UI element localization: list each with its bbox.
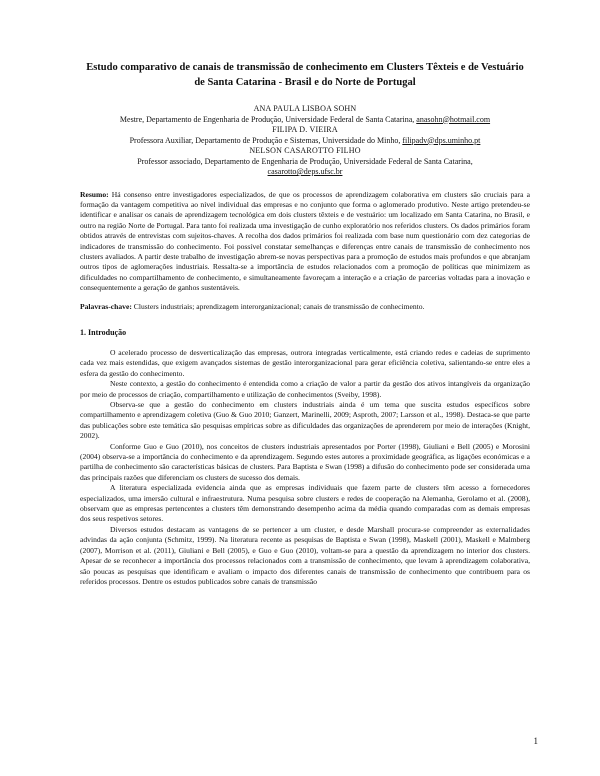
- paragraph: A literatura especializada evidencia ainda que as empresas individuais que fazem parte de clusters têm acesso a fornecedores especializados, uma imersão cultural e infraestrutura. Numa pesquisa sobre clusters e redes de cooperação na Alemanha, Gerolamo et al. (2008), observam que as empresas pertencentes a clusters têm demonstrando desempenho acima da média quando comparadas com as demais empresas dos seus respetivos setores.: [80, 483, 530, 524]
- keywords-text: Clusters industriais; aprendizagem interorganizacional; canais de transmissão de conhecimento.: [133, 301, 425, 311]
- paper-title: Estudo comparativo de canais de transmissão de conhecimento em Clusters Têxteis e de Vestuário de Santa Catarina - Brasil e do Norte de Portugal: [86, 62, 524, 88]
- abstract-label: Resumo:: [80, 189, 109, 199]
- author-name: FILIPA D. VIEIRA: [272, 125, 338, 134]
- keywords-label: Palavras-chave:: [80, 301, 132, 311]
- author-email[interactable]: filipadv@dps.uminho.pt: [402, 135, 481, 145]
- paragraph: Neste contexto, a gestão do conhecimento é entendida como a criação de valor a partir da gestão dos ativos intangíveis da organização por meio de processos de criação, compartilhamento e utilização de conhecimentos (Sveiby, 1998).: [80, 379, 530, 399]
- page-number: 1: [533, 736, 538, 746]
- abstract-text: Há consenso entre investigadores especializados, de que os processos de aprendizagem colaborativa em clusters são cruciais para a formação da vantagem competitiva ao nível individual das empresas e no conjunto que forma o aglomerado produtivo. Neste artigo pretendeu-se identificar e analisar os canais de aprendizagem tecnológica em dois clusters têxteis e de vestuário: um localizado em Santa Catarina, no Brasil, e outro na região Norte de Portugal. Para tanto foi realizada uma investigação de cunho exploratório nos referidos clusters. Os dados primários foram obtidos através de entrevistas com sujeitos-chaves. A recolha dos dados primários foi realizada com base num questionário com dez categorias de indicadores de transmissão do conhecimento. Foi possível constatar semelhanças e diferenças entre canais de transmissão de conhecimento nos clusters avaliados. A partir deste trabalho de investigação abrem-se novas perspectivas para a promoção de estudos mais profundos e que abranjam outros tipos de aglomerações industriais. Ressalta-se a importância de estudos relacionados com a promoção de políticas que minimizem as dificuldades no compartilhamento de conhecimento, e simultaneamente favoreçam a interação e a criação de parcerias voltadas para a inovação e consequentemente a geração de ganhos sustentáveis.: [80, 189, 531, 293]
- abstract: [80, 190, 530, 294]
- author-affiliation: Professora Auxiliar, Departamento de Produção e Sistemas, Universidade do Minho, filipadv@dps.uminho.pt: [129, 135, 481, 145]
- paragraph: O acelerado processo de desverticalização das empresas, outrora integradas verticalmente, está criando redes e cadeias de suprimento cada vez mais estendidas, que exigem avançados sistemas de gestão interorganizacional para gerar eficiência coletiva, salientando-se entre eles a esfera da gestão do conhecimento.: [80, 347, 530, 378]
- author-name: NELSON CASAROTTO FILHO: [249, 146, 361, 155]
- paragraph: Diversos estudos destacam as vantagens de se pertencer a um cluster, e desde Marshall procura-se compreender as externalidades advindas da ação conjunta (Schmitz, 1999). Na literatura recente as pesquisas de Baptista e Swan (1998), Maskell (2001), Maskell e Malmberg (2007), Morrison et al. (2011), Giuliani e Bell (2005), e Guo e Guo (2010), voltam-se para a questão da aprendizagem no interior dos clusters. Apesar de se reconhecer a importância dos processos relacionados com a transmissão de conhecimento, que levam à aprendizagem colaborativa, são poucas as pesquisas que identificam e avaliam o impacto dos diferentes canais de transmissão de conhecimento que contribuem para os referidos processos. Dentre os estudos publicados sobre canais de transmissão: [80, 524, 530, 586]
- keywords: [80, 302, 530, 312]
- author-email[interactable]: casarotto@deps.ufsc.br: [267, 167, 343, 176]
- author-affiliation: Professor associado, Departamento de Engenharia de Produção, Universidade Federal de Santa Catarina,: [137, 156, 473, 166]
- paragraph: Observa-se que a gestão do conhecimento em clusters industriais ainda é um tema que suscita estudos específicos sobre compartilhamento e aprendizagem coletiva (Guo & Guo 2010; Ganzert, Marinelli, 2009; Asproth, 2007; Larsson et al., 1998). Destaca-se que parte das publicações sobre este temática são pesquisas empíricas sobre as dificuldades das organizações de aprenderem por meio de interações (Knight, 2002).: [80, 400, 530, 441]
- paper-page: [80, 60, 530, 587]
- author-email[interactable]: anasohn@hotmail.com: [416, 114, 491, 124]
- body-text: [80, 348, 530, 587]
- paragraph: Conforme Guo e Guo (2010), nos conceitos de clusters industriais apresentados por Porter (1998), Giuliani e Bell (2005) e Morosini (2004) observa-se a importância do conhecimento e da aprendizagem. Segundo estes autores a proximidade geográfica, as ligações económicas e a partilha de conhecimento são características básicas de clusters. Para Baptista e Swan (1998) a difusão do conhecimento pode ser considerada uma das principais razões que diferenciam os clusters de sucesso dos demais.: [80, 441, 530, 482]
- author-name: ANA PAULA LISBOA SOHN: [253, 104, 357, 113]
- section-heading: 1. Introdução: [80, 327, 127, 337]
- author-affiliation: Mestre, Departamento de Engenharia de Produção, Universidade Federal de Santa Catarina, anasohn@hotmail.com: [119, 114, 491, 124]
- author-block: [80, 104, 530, 178]
